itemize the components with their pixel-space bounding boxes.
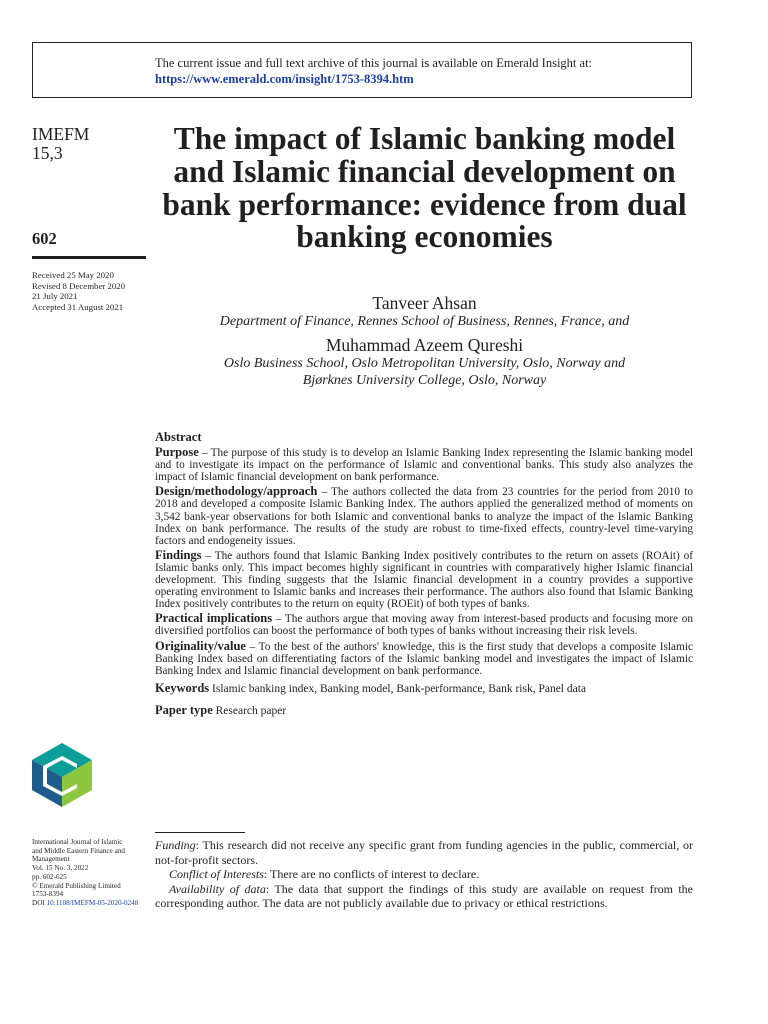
journal-archive-banner [32, 42, 692, 98]
footnote-text: : The data that support the findings of this study are available on request from the corresponding author. The data are not publicly available due to privacy or ethical restrictions. [155, 881, 693, 910]
footnotes [155, 838, 693, 911]
date-received: Received 25 May 2020 [32, 270, 114, 280]
footnote-funding [155, 838, 693, 867]
volume-issue: 15,3 [32, 143, 63, 163]
paper-type-text: Research paper [212, 704, 287, 717]
pubinfo-line: 1753-8394 [32, 890, 64, 899]
section-label: Purpose [155, 445, 199, 460]
doi-link[interactable]: 10.1108/IMEFM-05-2020-0248 [46, 898, 139, 907]
abstract-design [155, 485, 693, 546]
footnote-conflict [155, 867, 693, 882]
abstract-findings [155, 549, 693, 610]
abstract [155, 431, 693, 717]
paper-type-label: Paper type [155, 702, 213, 717]
section-label: Originality/value [155, 638, 246, 653]
abstract-originality [155, 640, 693, 677]
check-for-updates-logo-icon[interactable] [31, 742, 93, 808]
article-dates [32, 270, 147, 312]
paper-type [155, 704, 693, 717]
section-label: Design/methodology/approach [155, 484, 318, 499]
author-affiliation: Bjørknes University College, Oslo, Norway [302, 373, 547, 388]
section-text: – The authors collected the data from 23 countries for the period from 2010 to 2018 and developed a composite Islamic Banking Index. The authors applied the generalized method of moments on 3,542 bank-year observations for both Islamic and conventional banks to analyze the impact of the Islamic Banking Index on bank performance. The results of the study are robust to time-fixed effects, country-level time-varying factors and endogeneity issues. [155, 486, 693, 547]
footnote-text: : This research did not receive any specific grant from funding agencies in the public, commercial, or not-for-profit sectors. [155, 838, 693, 867]
page-number: 602 [32, 229, 57, 248]
section-text: – The authors found that Islamic Banking Index positively contributes to the return on assets (ROAit) of Islamic banks only. This impact becomes highly significant in countries with comparatively higher Islamic financial development. This finding suggests that the Islamic financial development in a country provides a supportive operating environment to Islamic banks and increases their performance. The authors also found that Islamic Banking Index positively contributes to the return on equity (ROEit) of both types of banks. [155, 549, 693, 611]
date-revised-2: 21 July 2021 [32, 291, 78, 302]
footnote-label: Availability of data [169, 881, 266, 896]
pubinfo-line: pp. 602-625 [32, 872, 67, 881]
abstract-heading: Abstract [155, 430, 202, 444]
journal-url-link[interactable]: https://www.emerald.com/insight/1753-8394.htm [155, 72, 414, 86]
footnote-rule [155, 832, 245, 833]
pubinfo-line: and Middle Eastern Finance and [32, 846, 126, 855]
keywords-text: Islamic banking index, Banking model, Bank-performance, Bank risk, Panel data [209, 682, 587, 695]
keywords-label: Keywords [155, 680, 210, 695]
section-text: – The authors argue that moving away from interest-based products and focusing more on diversified portfolios can boost the performance of both types of banks without increasing their risk levels. [155, 613, 693, 638]
publication-info [32, 838, 144, 908]
doi-line [32, 899, 144, 908]
banner-text: The current issue and full text archive of this journal is available on Emerald Insight at: [155, 56, 593, 70]
date-revised: Revised 8 December 2020 [32, 280, 126, 291]
pubinfo-line: Management [32, 855, 70, 864]
authors-block [157, 293, 692, 389]
footnote-label: Conflict of Interests [169, 867, 264, 881]
section-text: – The purpose of this study is to develop an Islamic Banking Index representing the Islamic banking model and to investigate its impact on the performance of Islamic and conventional banks. This study also analyzes the impact of Islamic financial development on bank performance. [155, 447, 693, 484]
section-label: Findings [155, 547, 202, 562]
keywords [155, 682, 693, 695]
section-label: Practical implications [155, 611, 273, 626]
footnote-text: : There are no conflicts of interest to declare. [263, 867, 480, 881]
journal-abbr-text: IMEFM [32, 124, 90, 144]
pubinfo-line: © Emerald Publishing Limited [32, 881, 121, 890]
footnote-label: Funding [155, 838, 196, 852]
journal-abbreviation [32, 125, 147, 163]
section-text: – To the best of the authors' knowledge, this is the first study that develops a composite Islamic Banking Index based on differentiating factors of the Islamic banking model and investigates the impact of Islamic Banking Index and Islamic financial development on bank performance. [155, 640, 693, 677]
pubinfo-line: Vol. 15 No. 3, 2022 [32, 864, 89, 873]
doi-label: DOI [32, 898, 45, 907]
date-accepted: Accepted 31 August 2021 [32, 301, 124, 312]
abstract-practical-implications [155, 612, 693, 637]
abstract-purpose [155, 446, 693, 483]
pubinfo-line: International Journal of Islamic [32, 838, 123, 846]
author-name: Tanveer Ahsan [372, 293, 477, 313]
author-affiliation: Oslo Business School, Oslo Metropolitan University, Oslo, Norway and [223, 356, 626, 371]
article-title: The impact of Islamic banking model and Islamic financial development on bank performance: evidence from dual banking economies [162, 121, 687, 255]
author-affiliation: Department of Finance, Rennes School of Business, Rennes, France, and [219, 314, 630, 329]
author-name: Muhammad Azeem Qureshi [325, 335, 524, 355]
sidebar-rule [32, 256, 146, 259]
footnote-availability [155, 882, 693, 911]
